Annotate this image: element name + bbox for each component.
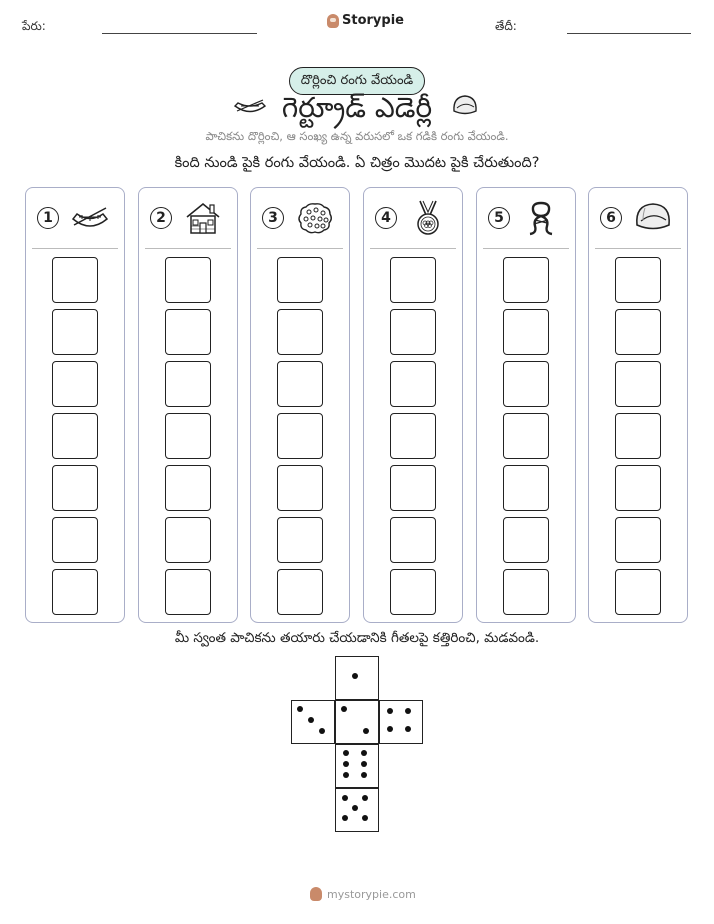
footer-url[interactable]: mystorypie.com xyxy=(327,887,416,901)
activity-badge: దొర్లించి రంగు వేయండి xyxy=(289,67,425,95)
race-column-2 xyxy=(138,187,238,623)
name-label: పేరు: xyxy=(22,19,46,33)
color-cell[interactable] xyxy=(503,569,549,615)
column-divider xyxy=(32,248,118,249)
color-cell[interactable] xyxy=(277,361,323,407)
column-divider xyxy=(145,248,231,249)
color-cell[interactable] xyxy=(165,465,211,511)
die-pip xyxy=(308,717,314,723)
die-face-4[interactable] xyxy=(379,700,423,744)
die-pip xyxy=(352,673,358,679)
color-cell[interactable] xyxy=(503,465,549,511)
color-cell[interactable] xyxy=(615,517,661,563)
color-cell[interactable] xyxy=(615,257,661,303)
die-face-6[interactable] xyxy=(335,744,379,788)
color-cell[interactable] xyxy=(615,569,661,615)
house-icon xyxy=(183,199,223,237)
color-cell[interactable] xyxy=(165,361,211,407)
die-pip xyxy=(387,726,393,732)
column-divider xyxy=(483,248,569,249)
color-cell[interactable] xyxy=(503,517,549,563)
color-cell[interactable] xyxy=(615,413,661,459)
medal-icon xyxy=(408,199,448,237)
column-divider xyxy=(595,248,681,249)
color-cell[interactable] xyxy=(390,413,436,459)
color-cell[interactable] xyxy=(52,465,98,511)
die-face-2[interactable] xyxy=(335,700,379,744)
brand-name: Storypie xyxy=(342,13,404,28)
color-cell[interactable] xyxy=(390,517,436,563)
column-number: 3 xyxy=(262,207,284,229)
color-cell[interactable] xyxy=(277,569,323,615)
color-cell[interactable] xyxy=(277,465,323,511)
color-cell[interactable] xyxy=(165,413,211,459)
date-label: తేదీ: xyxy=(495,19,517,33)
sea-sponge-icon xyxy=(295,199,335,237)
color-cell[interactable] xyxy=(503,309,549,355)
die-pip xyxy=(297,706,303,712)
color-cell[interactable] xyxy=(615,465,661,511)
color-cell[interactable] xyxy=(503,413,549,459)
die-pip xyxy=(362,795,368,801)
die-face-1[interactable] xyxy=(335,656,379,700)
color-cell[interactable] xyxy=(390,309,436,355)
race-column-1 xyxy=(25,187,125,623)
die-pip xyxy=(352,805,358,811)
color-cell[interactable] xyxy=(503,257,549,303)
color-cell[interactable] xyxy=(503,361,549,407)
die-pip xyxy=(405,708,411,714)
die-pip xyxy=(361,750,367,756)
color-cell[interactable] xyxy=(165,569,211,615)
color-cell[interactable] xyxy=(615,309,661,355)
die-pip xyxy=(341,706,347,712)
race-column-3 xyxy=(250,187,350,623)
die-pip xyxy=(343,772,349,778)
color-cell[interactable] xyxy=(52,517,98,563)
column-number: 6 xyxy=(600,207,622,229)
column-divider xyxy=(257,248,343,249)
die-pip xyxy=(387,708,393,714)
column-number: 5 xyxy=(488,207,510,229)
swim-cap-icon xyxy=(451,93,479,119)
die-pip xyxy=(319,728,325,734)
page-title: గెర్ట్రూడ్ ఎడెర్లీ xyxy=(281,91,433,124)
color-cell[interactable] xyxy=(52,309,98,355)
color-cell[interactable] xyxy=(390,361,436,407)
race-column-4 xyxy=(363,187,463,623)
die-pip xyxy=(342,815,348,821)
color-cell[interactable] xyxy=(277,413,323,459)
swim-cap-icon xyxy=(633,199,673,237)
rowboat-icon xyxy=(70,199,110,237)
die-pip xyxy=(343,761,349,767)
die-face-5[interactable] xyxy=(335,788,379,832)
die-pip xyxy=(343,750,349,756)
bear-logo-icon xyxy=(327,14,339,28)
race-column-6 xyxy=(588,187,688,623)
name-line[interactable] xyxy=(102,33,257,34)
die-pip xyxy=(405,726,411,732)
cut-instruction: మీ స్వంత పాచికను తయారు చేయడానికి గీతలపై కత్తిరించి, మడవండి. xyxy=(174,630,540,646)
instruction: కింది నుండి పైకి రంగు వేయండి. ఏ చిత్రం మొదట పైకి చేరుతుంది? xyxy=(174,155,540,171)
column-number: 4 xyxy=(375,207,397,229)
bear-logo-icon xyxy=(310,887,322,901)
color-cell[interactable] xyxy=(390,569,436,615)
column-number: 1 xyxy=(37,207,59,229)
color-cell[interactable] xyxy=(52,413,98,459)
color-cell[interactable] xyxy=(52,361,98,407)
color-cell[interactable] xyxy=(165,309,211,355)
column-number: 2 xyxy=(150,207,172,229)
race-column-5 xyxy=(476,187,576,623)
die-pip xyxy=(361,761,367,767)
color-cell[interactable] xyxy=(390,257,436,303)
rope-knot-icon xyxy=(521,199,561,237)
color-cell[interactable] xyxy=(52,257,98,303)
die-pip xyxy=(363,728,369,734)
color-cell[interactable] xyxy=(390,465,436,511)
color-cell[interactable] xyxy=(277,257,323,303)
die-face-3[interactable] xyxy=(291,700,335,744)
storypie-logo xyxy=(327,13,404,28)
subtitle: పాచికను దొర్లించి, ఆ సంఖ్య ఉన్న వరుసలో ఒక గడికి రంగు వేయండి. xyxy=(205,129,509,143)
color-cell[interactable] xyxy=(165,517,211,563)
date-line[interactable] xyxy=(567,33,691,34)
die-pip xyxy=(342,795,348,801)
die-pip xyxy=(362,815,368,821)
color-cell[interactable] xyxy=(52,569,98,615)
color-cell[interactable] xyxy=(615,361,661,407)
color-cell[interactable] xyxy=(277,517,323,563)
color-cell[interactable] xyxy=(165,257,211,303)
footer xyxy=(310,887,416,901)
die-pip xyxy=(361,772,367,778)
column-divider xyxy=(370,248,456,249)
color-cell[interactable] xyxy=(277,309,323,355)
